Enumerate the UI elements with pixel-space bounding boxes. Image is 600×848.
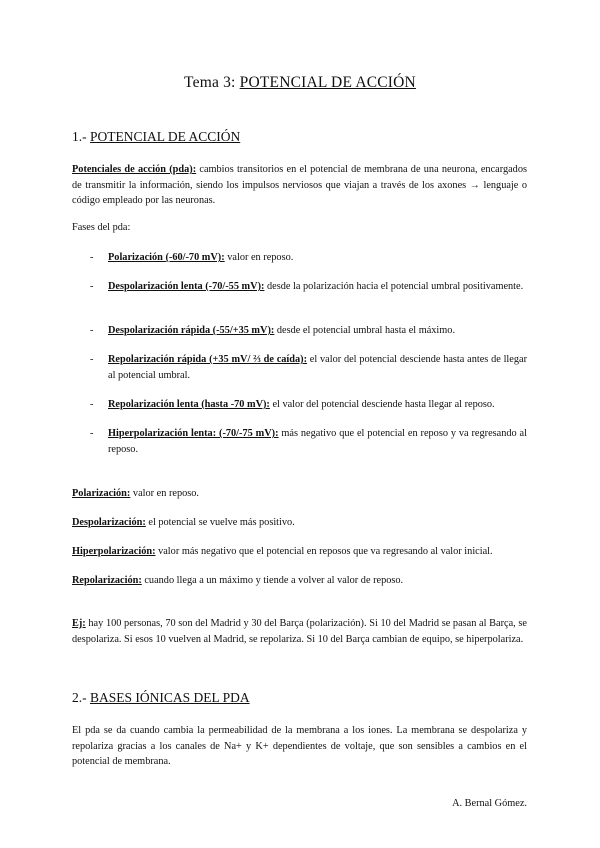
phase-term: Despolarización lenta (-70/-55 mV):: [108, 281, 265, 292]
title-prefix: Tema 3:: [184, 74, 240, 91]
example-text: hay 100 personas, 70 son del Madrid y 30 del Barça (polarización). Si 10 del Madrid se pasan al Barça, se despolariza. Si esos 10 vuelven al Madrid, se repolariza. Si 10 del Barça cambian de equipo, se hiperpolariza.: [72, 618, 527, 645]
phase-text: el valor del potencial desciende hasta antes de llegar al potencial umbral.: [108, 354, 528, 381]
phase-term: Despolarización rápida (-55/+35 mV):: [108, 325, 275, 336]
phase-text: desde la polarización hacia el potencial umbral positivamente.: [264, 281, 524, 292]
title-main: POTENCIAL DE ACCIÓN: [239, 74, 416, 91]
definition-text: cuando llega a un máximo y tiende a volver al valor de reposo.: [141, 575, 404, 586]
phase-dash: -: [90, 325, 94, 336]
definition-polarizacion: [72, 486, 199, 502]
section2-paragraph: El pda se da cuando cambia la permeabilidad de la membrana a los iones. La membrana se despolariza y repolariza gracias a los canales de Na+ y K+ dependientes de voltaje, que son sensibles a cambios en el potencial de membrana.: [72, 725, 527, 767]
example-paragraph: [72, 616, 527, 647]
phase-item: [90, 279, 527, 295]
phase-item: [90, 426, 527, 457]
definition-hiperpolarizacion: [72, 544, 493, 560]
phase-term: Hiperpolarización lenta: (-70/-75 mV):: [108, 428, 279, 439]
example-term: Ej:: [72, 618, 86, 629]
phase-dash: -: [90, 354, 94, 365]
definition-term: Despolarización:: [72, 517, 146, 528]
pda-definition: [72, 162, 527, 209]
section2-heading: [72, 690, 250, 706]
phase-term: Repolarización lenta (hasta -70 mV):: [108, 399, 270, 410]
definition-text: el potencial se vuelve más positivo.: [145, 517, 295, 528]
phase-dash: -: [90, 252, 94, 263]
phase-text: desde el potencial umbral hasta el máximo.: [274, 325, 456, 336]
definition-text: valor más negativo que el potencial en reposos que va regresando al valor inicial.: [155, 546, 493, 557]
phase-term: Polarización (-60/-70 mV):: [108, 252, 225, 263]
definition-text: valor en reposo.: [130, 488, 199, 499]
section1-heading: [72, 129, 240, 145]
page-title: [0, 74, 600, 92]
pda-definition-term: Potenciales de acción (pda):: [72, 164, 197, 175]
phase-item: [90, 397, 527, 413]
phase-item: [90, 250, 527, 266]
definition-term: Polarización:: [72, 488, 131, 499]
section2-number: 2.-: [72, 690, 90, 705]
phase-text: valor en reposo.: [224, 252, 294, 263]
phase-text: el valor del potencial desciende hasta llegar al reposo.: [269, 399, 495, 410]
phase-item: [90, 352, 527, 383]
phase-term: Repolarización rápida (+35 mV/ ⅔ de caída):: [108, 354, 308, 365]
phase-dash: -: [90, 428, 94, 439]
section1-heading-text: POTENCIAL DE ACCIÓN: [90, 129, 241, 144]
definition-term: Hiperpolarización:: [72, 546, 156, 557]
phase-dash: -: [90, 399, 94, 410]
definition-repolarizacion: [72, 573, 403, 589]
phases-intro: Fases del pda:: [72, 222, 131, 233]
section2-heading-text: BASES IÓNICAS DEL PDA: [90, 690, 250, 705]
phase-item: [90, 323, 527, 339]
phase-text: más negativo que el potencial en reposo y va regresando al reposo.: [108, 428, 527, 455]
definition-despolarizacion: [72, 515, 295, 531]
definition-term: Repolarización:: [72, 575, 142, 586]
phase-dash: -: [90, 281, 94, 292]
pda-definition-text: cambios transitorios en el potencial de membrana de una neurona, encargados de transmitir la información, siendo los impulsos nerviosos que viajan a través de los axones → lenguaje o código empleado por las neuronas.: [72, 164, 527, 206]
author-signature: A. Bernal Gómez.: [452, 798, 527, 809]
section1-number: 1.-: [72, 129, 90, 144]
